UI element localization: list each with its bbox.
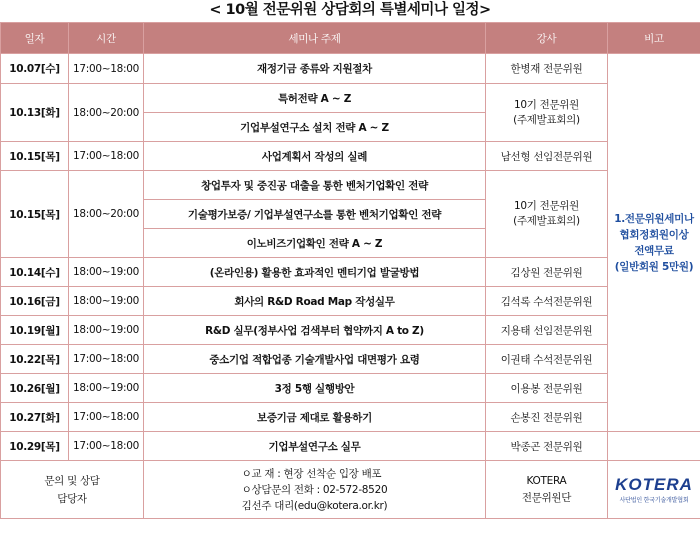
header-note: 비고 [608, 23, 700, 54]
date-cell: 10.16[금] [1, 287, 69, 316]
topic-cell: 사업계획서 작성의 실례 [144, 142, 486, 171]
time-cell: 17:00~18:00 [69, 54, 144, 84]
date-cell: 10.27[화] [1, 403, 69, 432]
topic-cell: 보증기금 제대로 활용하기 [144, 403, 486, 432]
time-cell: 18:00~20:00 [69, 171, 144, 258]
topic-cell: 재정기금 종류와 지원절차 [144, 54, 486, 84]
topic-cell: 이노비즈기업확인 전략 A ~ Z [144, 229, 486, 258]
topic-cell: 중소기업 적합업종 기술개발사업 대면평가 요령 [144, 345, 486, 374]
time-cell: 18:00~19:00 [69, 258, 144, 287]
header-time: 시간 [69, 23, 144, 54]
topic-cell: (온라인용) 활용한 효과적인 멘티기업 발굴방법 [144, 258, 486, 287]
lecturer-cell [486, 171, 608, 258]
note-cell [608, 54, 700, 432]
table-row [1, 432, 700, 461]
date-cell: 10.15[목] [1, 142, 69, 171]
lecturer-cell: 한병재 전문위원 [486, 54, 608, 84]
topic-cell: 기술평가보증/ 기업부설연구소를 통한 벤처기업확인 전략 [144, 200, 486, 229]
time-cell: 18:00~20:00 [69, 84, 144, 142]
table-row [1, 84, 700, 113]
lecturer-cell: 박종곤 전문위원 [486, 432, 608, 461]
time-cell: 18:00~19:00 [69, 374, 144, 403]
logo-cell [608, 461, 700, 519]
table-row [1, 403, 700, 432]
date-cell: 10.19[월] [1, 316, 69, 345]
lecturer-cell: 손봉진 전문위원 [486, 403, 608, 432]
contact-info [144, 461, 486, 519]
contact-org-text: KOTERA 전문위원단 [521, 474, 572, 504]
time-cell: 17:00~18:00 [69, 345, 144, 374]
table-row [1, 316, 700, 345]
lecturer-cell: 이권태 수석전문위원 [486, 345, 608, 374]
contact-label-text: 문의 및 상담 담당자 [44, 474, 100, 505]
page-title: < 10월 전문위원 상담회의 특별세미나 일정> [209, 2, 491, 18]
date-cell: 10.29[목] [1, 432, 69, 461]
time-cell: 18:00~19:00 [69, 287, 144, 316]
lecturer-cell: 지용태 선임전문위원 [486, 316, 608, 345]
date-cell: 10.22[목] [1, 345, 69, 374]
contact-line-email: 김선주 대리(edu@kotera.or.kr) [241, 499, 388, 512]
header-row [1, 23, 700, 54]
header-topic: 세미나 주제 [144, 23, 486, 54]
topic-cell: 기업부설연구소 실무 [144, 432, 486, 461]
table-row [1, 287, 700, 316]
contact-line-phone: ㅇ상담문의 전화 : 02-572-8520 [241, 483, 388, 496]
lecturer-cell: 김석록 수석전문위원 [486, 287, 608, 316]
logo-subtitle: 사단법인 한국기술개발협회 [619, 496, 689, 504]
table-row [1, 171, 700, 200]
contact-label [1, 461, 144, 519]
header-lecturer: 강사 [486, 23, 608, 54]
date-cell: 10.14[수] [1, 258, 69, 287]
lecturer-text: 10기 전문위원 (주제발표회의) [513, 200, 580, 227]
topic-cell: 기업부설연구소 설치 전략 A ~ Z [144, 113, 486, 142]
lecturer-text: 10기 전문위원 (주제발표회의) [513, 98, 580, 126]
kotera-logo [615, 475, 693, 504]
topic-cell: 회사의 R&D Road Map 작성실무 [144, 287, 486, 316]
schedule-table [0, 22, 700, 519]
lecturer-cell [486, 84, 608, 142]
topic-cell: R&D 실무(정부사업 검색부터 협약까지 A to Z) [144, 316, 486, 345]
topic-cell: 3정 5행 실행방안 [144, 374, 486, 403]
time-cell: 17:00~18:00 [69, 403, 144, 432]
date-cell: 10.13[화] [1, 84, 69, 142]
table-row [1, 54, 700, 84]
topic-cell: 창업투자 및 중진공 대출을 통한 벤처기업확인 전략 [144, 171, 486, 200]
table-row [1, 258, 700, 287]
contact-line-material: ㅇ교 재 : 현장 선착순 입장 배포 [241, 467, 382, 480]
note-text: 1.전문위원세미나 협회정회원이상 전액무료 (일반회원 5만원) [614, 212, 694, 273]
table-row [1, 345, 700, 374]
date-cell: 10.15[목] [1, 171, 69, 258]
time-cell: 17:00~18:00 [69, 432, 144, 461]
date-cell: 10.26[월] [1, 374, 69, 403]
contact-row [1, 461, 700, 519]
header-date: 일자 [1, 23, 69, 54]
time-cell: 17:00~18:00 [69, 142, 144, 171]
lecturer-cell: 김상원 전문위원 [486, 258, 608, 287]
lecturer-cell: 이용봉 전문위원 [486, 374, 608, 403]
logo-wordmark: KOTERA [615, 474, 693, 494]
table-row [1, 142, 700, 171]
topic-cell: 특허전략 A ~ Z [144, 84, 486, 113]
table-row [1, 374, 700, 403]
time-cell: 18:00~19:00 [69, 316, 144, 345]
lecturer-cell: 남선형 선임전문위원 [486, 142, 608, 171]
contact-org [486, 461, 608, 519]
date-cell: 10.07[수] [1, 54, 69, 84]
